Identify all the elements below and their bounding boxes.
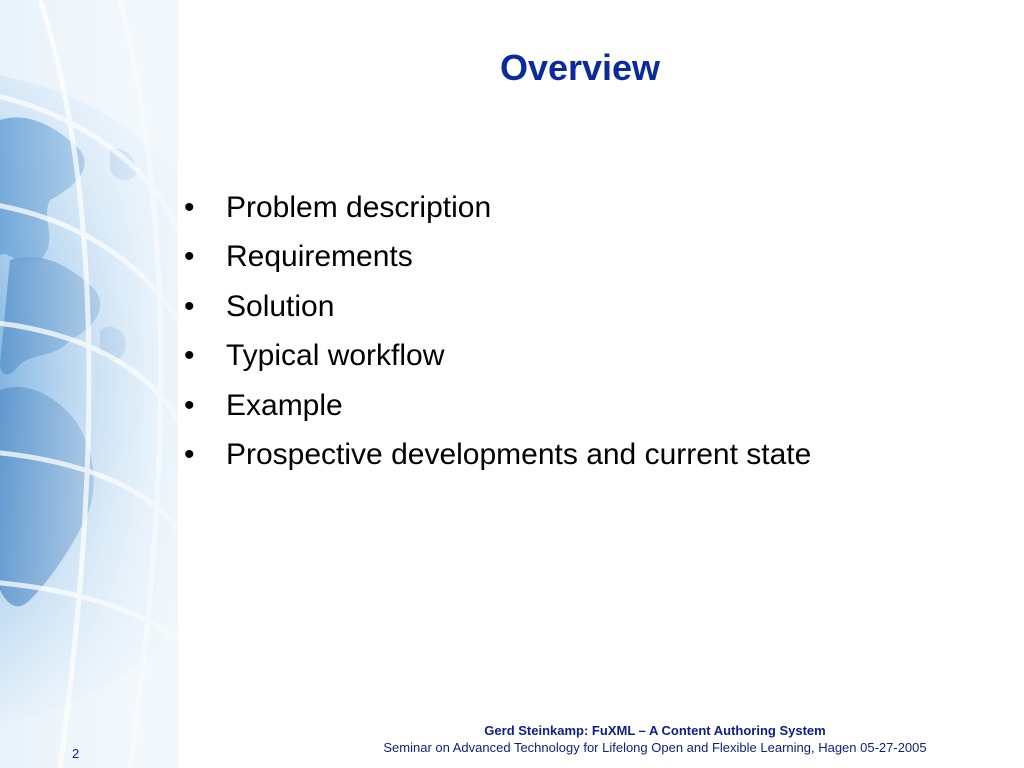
- bullet-text: Typical workflow: [226, 339, 445, 373]
- globe-graphic: [0, 0, 178, 768]
- bullet-text: Example: [226, 388, 343, 422]
- list-item: [184, 381, 811, 430]
- list-item: [184, 183, 811, 232]
- bullet-icon: •: [184, 289, 195, 323]
- list-item: [184, 430, 811, 479]
- slide-footer: [300, 722, 1010, 756]
- bullet-icon: •: [184, 339, 195, 373]
- list-item: [184, 232, 811, 281]
- list-item: [184, 282, 811, 331]
- bullet-icon: •: [184, 388, 195, 422]
- globe-icon: [0, 0, 178, 768]
- bullet-icon: •: [184, 437, 195, 471]
- footer-event: Seminar on Advanced Technology for Lifelong Open and Flexible Learning, Hagen 05-27-2005: [383, 740, 927, 755]
- bullet-icon: •: [184, 191, 195, 224]
- bullet-text: Solution: [226, 289, 335, 323]
- bullet-list: [184, 183, 811, 479]
- bullet-text: Problem description: [226, 191, 492, 224]
- bullet-text: Requirements: [226, 240, 413, 274]
- footer-author-title: Gerd Steinkamp: FuXML – A Content Authoring System: [484, 723, 826, 738]
- bullet-icon: •: [184, 240, 195, 274]
- list-item: [184, 331, 811, 380]
- slide-title: Overview: [499, 47, 661, 88]
- page-number: 2: [72, 746, 80, 761]
- bullet-text: Prospective developments and current state: [226, 437, 812, 471]
